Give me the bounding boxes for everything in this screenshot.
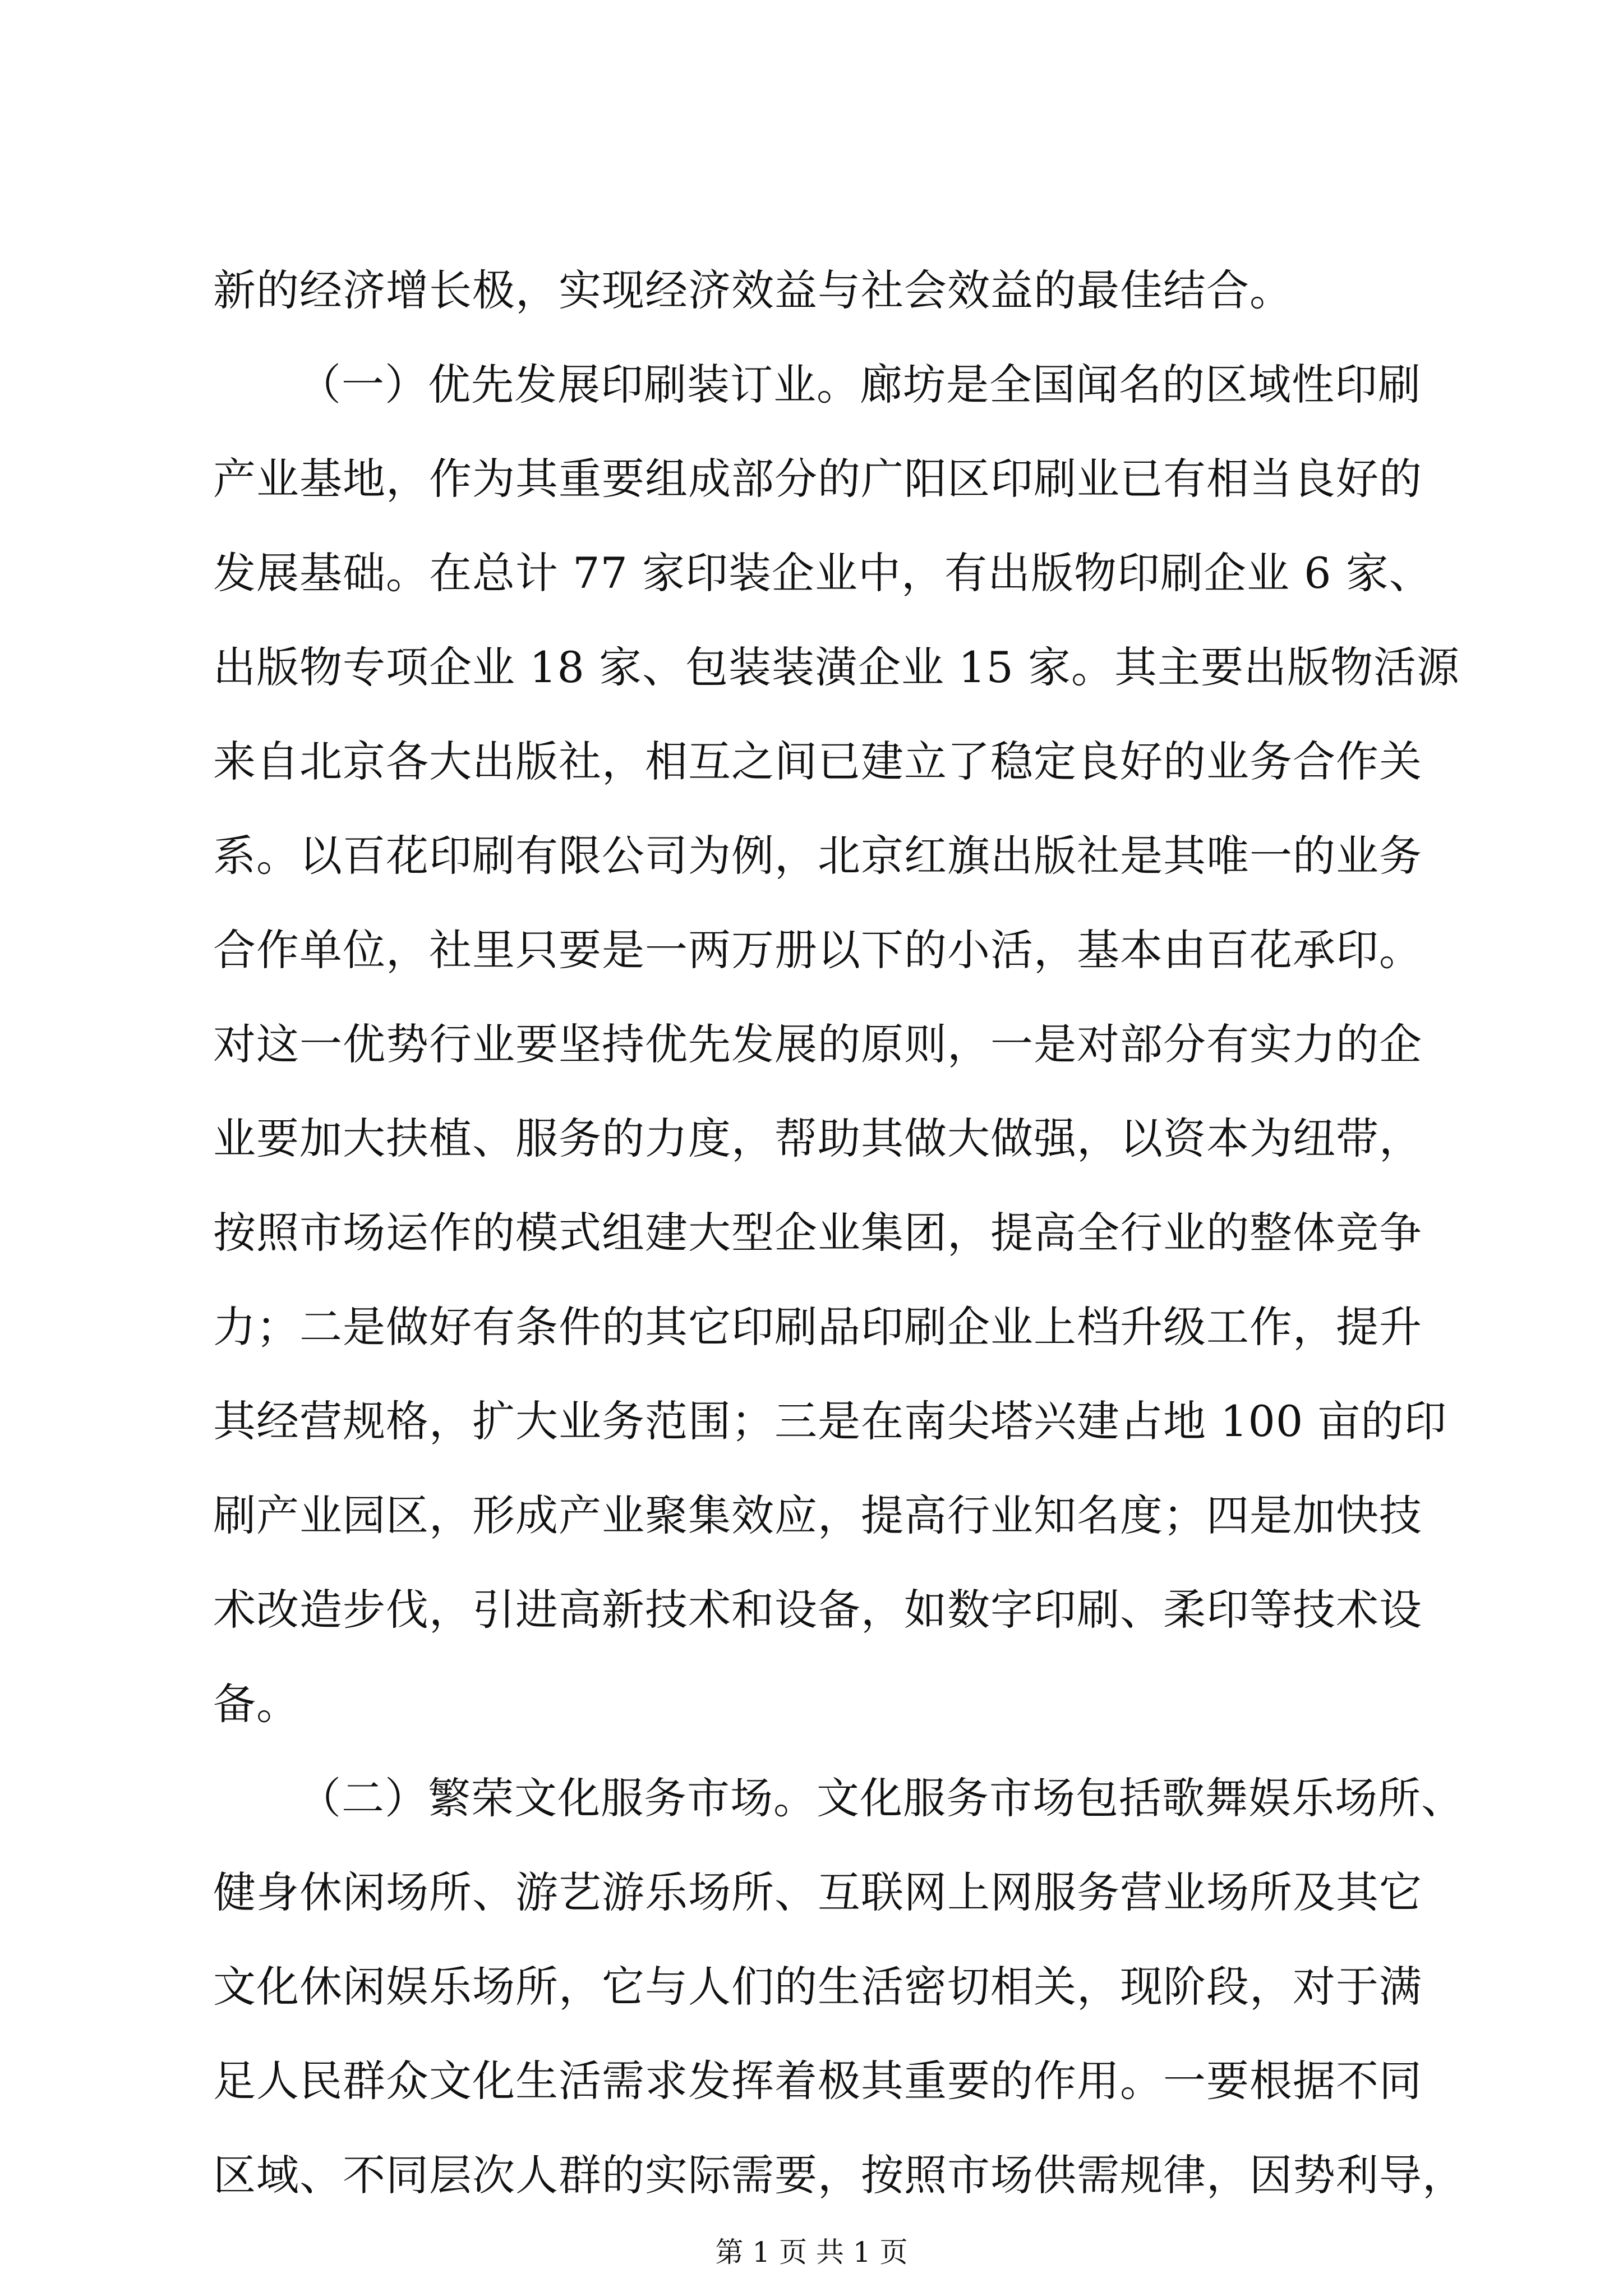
text-line: 业要加大扶植、服务的力度，帮助其做大做强，以资本为纽带， xyxy=(213,1114,1422,1163)
text-line: 来自北京各大出版社，相互之间已建立了稳定良好的业务合作关 xyxy=(213,737,1422,786)
text-line: 出版物专项企业 18 家、包装装潢企业 15 家。其主要出版物活源 xyxy=(213,642,1460,692)
text-line: 术改造步伐，引进高新技术和设备，如数字印刷、柔印等技术设 xyxy=(213,1585,1422,1635)
text-line: 力；二是做好有条件的其它印刷品印刷企业上档升级工作，提升 xyxy=(213,1302,1422,1352)
text-line: 备。 xyxy=(213,1679,299,1729)
text-line: 对这一优势行业要坚持优先发展的原则，一是对部分有实力的企 xyxy=(213,1019,1422,1069)
text-line: 文化休闲娱乐场所，它与人们的生活密切相关，现阶段，对于满 xyxy=(213,1962,1422,2012)
page-footer: 第 1 页 共 1 页 xyxy=(715,2236,908,2269)
text-line: 产业基地，作为其重要组成部分的广阳区印刷业已有相当良好的 xyxy=(213,454,1422,504)
text-line: 健身休闲场所、游艺游乐场所、互联网上网服务营业场所及其它 xyxy=(213,1867,1422,1917)
text-line: 刷产业园区，形成产业聚集效应，提高行业知名度；四是加快技 xyxy=(213,1490,1422,1540)
text-line: （二）繁荣文化服务市场。文化服务市场包括歌舞娱乐场所、 xyxy=(298,1773,1464,1823)
text-line: 系。以百花印刷有限公司为例，北京红旗出版社是其唯一的业务 xyxy=(213,831,1422,881)
text-line: 足人民群众文化生活需求发挥着极其重要的作用。一要根据不同 xyxy=(213,2056,1422,2106)
text-line: 发展基础。在总计 77 家印装企业中，有出版物印刷企业 6 家、 xyxy=(213,548,1432,598)
text-line: （一）优先发展印刷装订业。廊坊是全国闻名的区域性印刷 xyxy=(298,360,1421,409)
text-line: 区域、不同层次人群的实际需要，按照市场供需规律，因势利导， xyxy=(213,2150,1465,2200)
text-line: 合作单位，社里只要是一两万册以下的小活，基本由百花承印。 xyxy=(213,925,1422,975)
text-line: 其经营规格，扩大业务范围；三是在南尖塔兴建占地 100 亩的印 xyxy=(213,1396,1447,1446)
text-line: 新的经济增长极，实现经济效益与社会效益的最佳结合。 xyxy=(213,265,1293,315)
text-line: 按照市场运作的模式组建大型企业集团，提高全行业的整体竞争 xyxy=(213,1208,1422,1258)
